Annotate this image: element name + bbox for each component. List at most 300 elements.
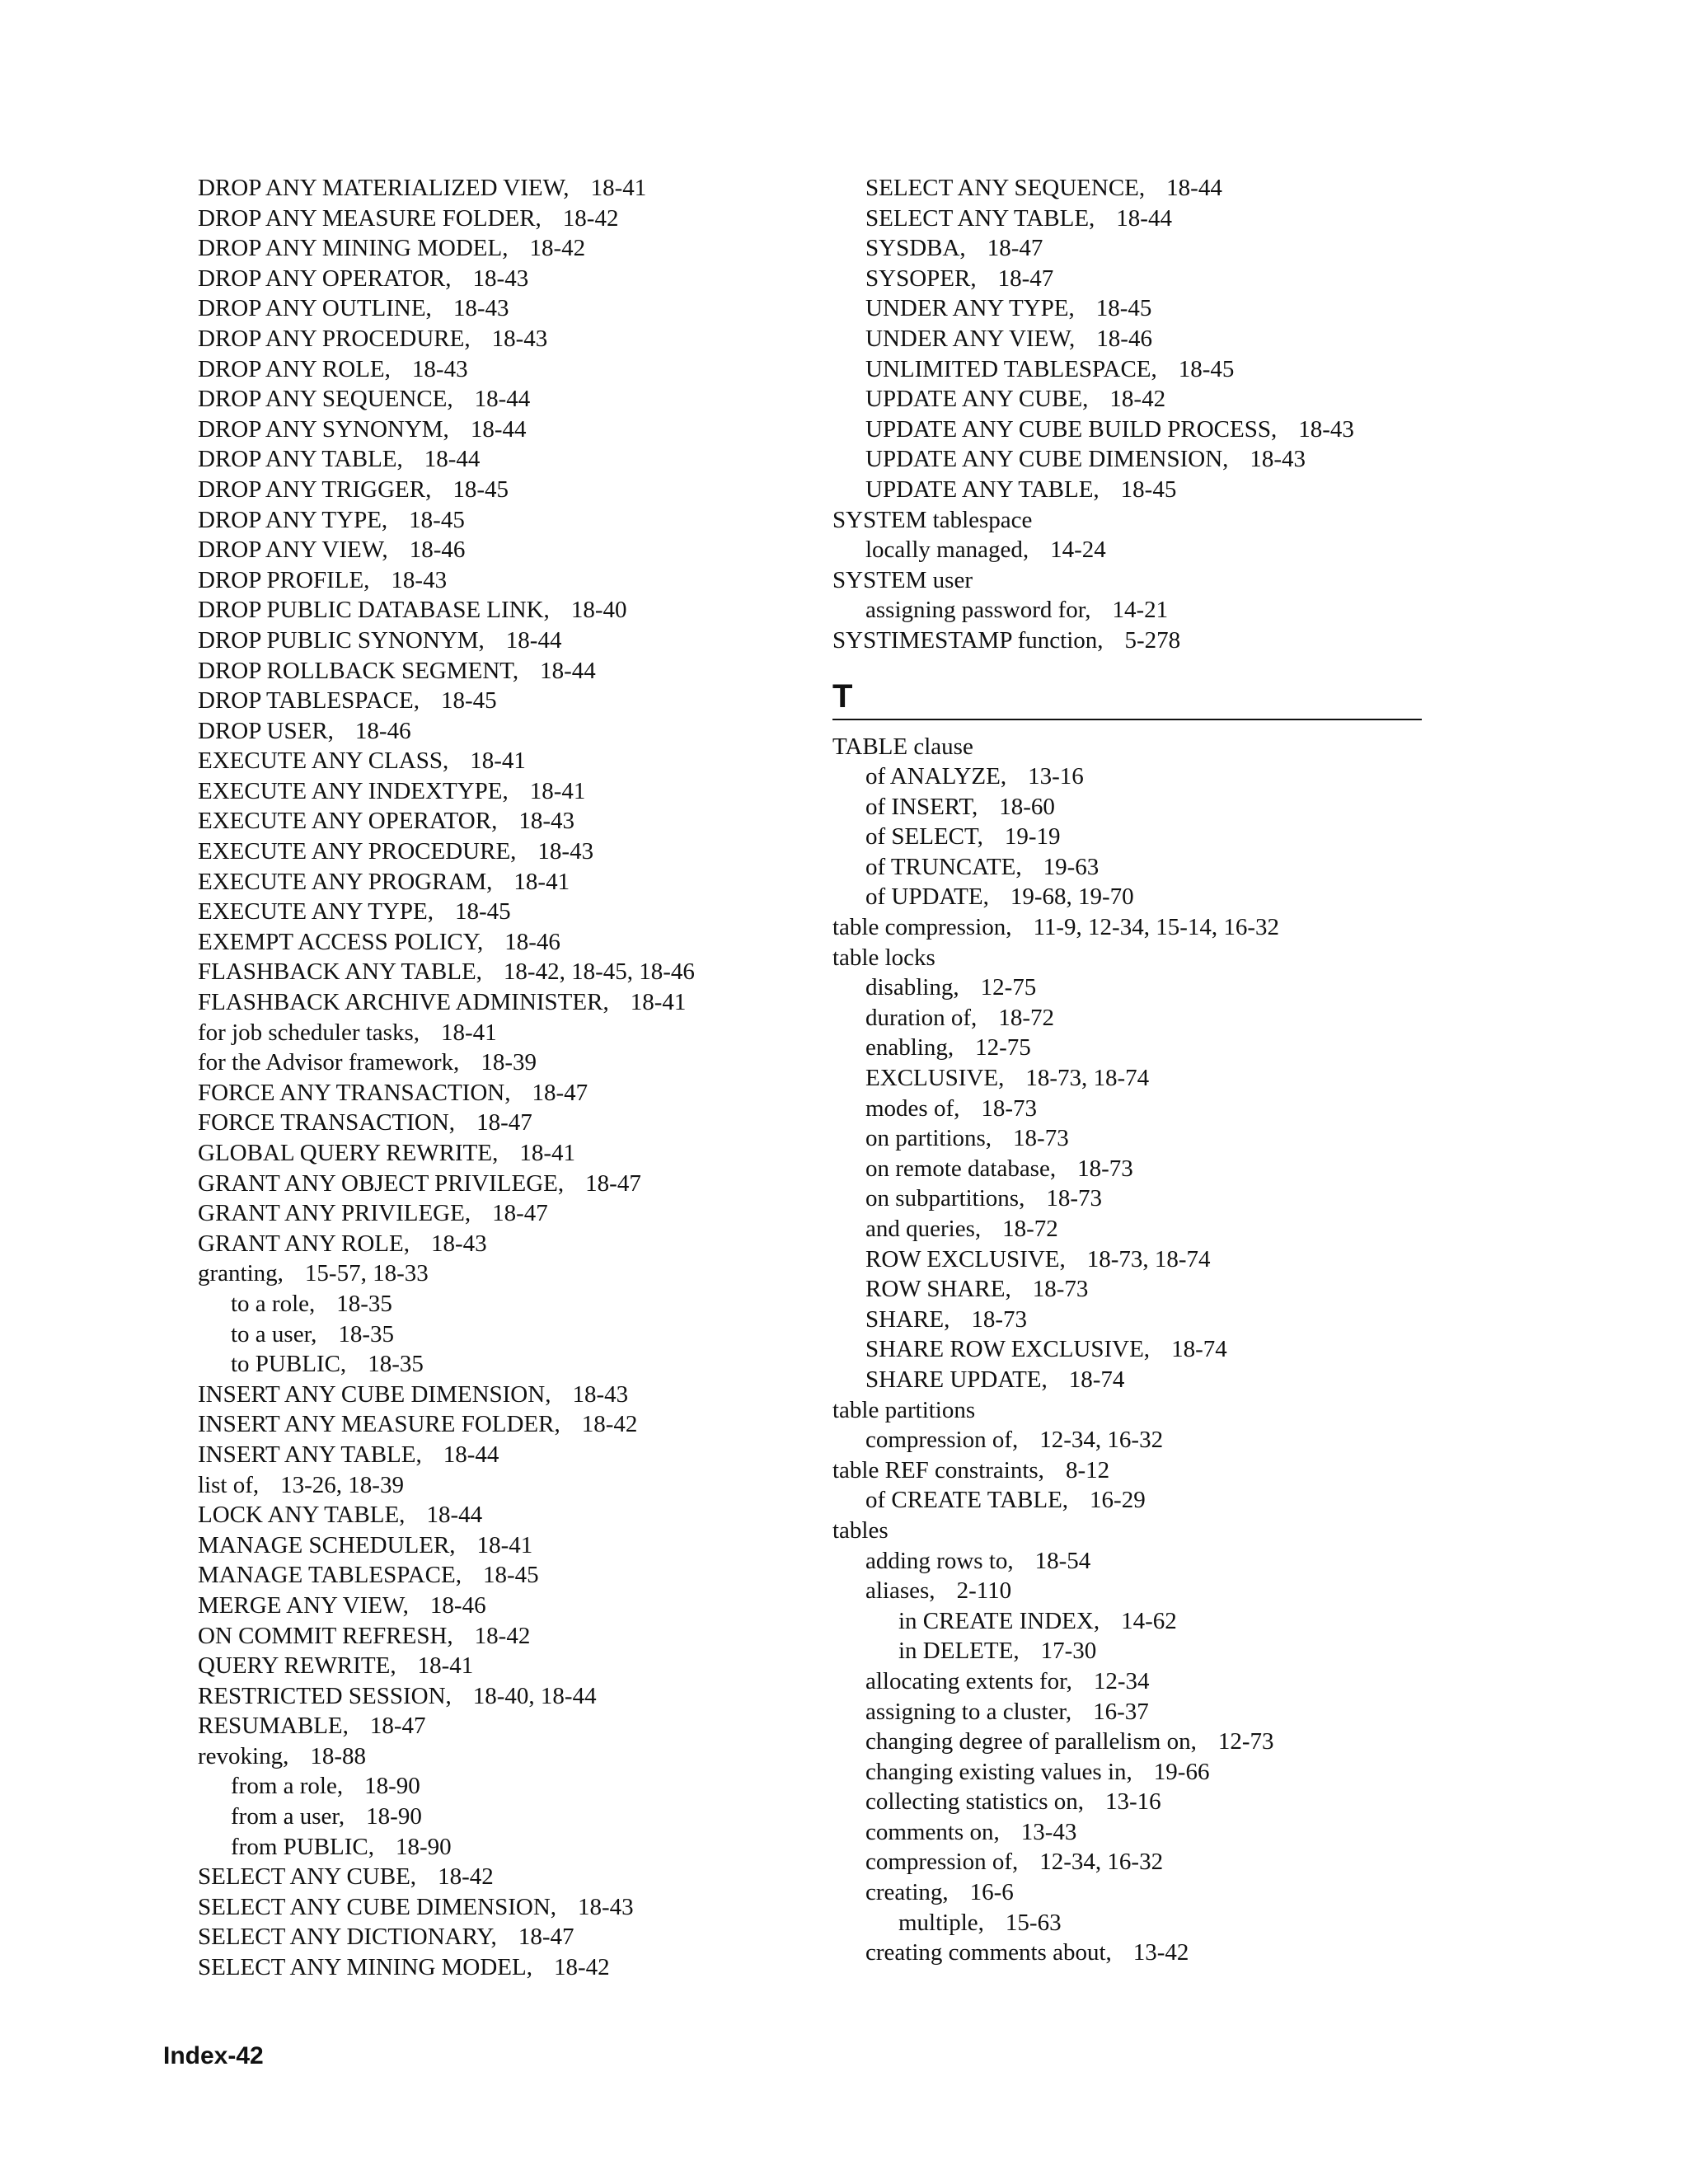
index-page-refs: 2-110 — [956, 1577, 1012, 1605]
index-term: SYSTIMESTAMP function, — [832, 626, 1104, 654]
index-entry — [832, 1214, 1426, 1244]
index-term: compression of, — [865, 1427, 1019, 1454]
index-term: SHARE ROW EXCLUSIVE, — [865, 1336, 1151, 1363]
index-term: comments on, — [865, 1818, 1000, 1845]
index-term: DROP PROFILE, — [198, 566, 370, 593]
index-entry — [832, 1666, 1426, 1697]
index-entry — [198, 686, 824, 716]
index-entry — [198, 1771, 824, 1802]
index-term: modes of, — [865, 1094, 960, 1122]
index-page-refs: 12-34 — [1093, 1667, 1150, 1694]
index-term: SHARE, — [865, 1305, 950, 1333]
index-term: DROP ANY MINING MODEL, — [198, 235, 509, 262]
index-entry — [832, 732, 1426, 762]
index-page-refs: 13-16 — [1104, 1788, 1161, 1816]
index-entry — [198, 957, 824, 987]
index-term: DROP ROLLBACK SEGMENT, — [198, 657, 519, 684]
index-term: UPDATE ANY CUBE DIMENSION, — [865, 446, 1229, 473]
index-entry — [198, 1047, 824, 1078]
index-entry — [198, 1258, 824, 1289]
index-entry — [832, 415, 1426, 445]
index-entry — [832, 565, 1426, 596]
index-entry — [198, 1741, 824, 1772]
index-entry — [832, 1697, 1426, 1727]
index-page-refs: 16-6 — [969, 1879, 1014, 1906]
index-term: TABLE clause — [832, 733, 973, 760]
index-entry — [198, 1078, 824, 1108]
index-page-refs: 18-44 — [424, 446, 481, 473]
index-entry — [198, 173, 824, 204]
index-entry — [198, 1138, 824, 1169]
index-page-refs: 18-42 — [554, 1954, 610, 1981]
index-page-refs: 18-41 — [590, 175, 647, 201]
index-term: UNLIMITED TABLESPACE, — [865, 355, 1157, 382]
index-term: table partitions — [832, 1396, 976, 1423]
index-entry — [198, 867, 824, 898]
index-term: list of, — [198, 1471, 260, 1498]
index-entry — [198, 233, 824, 264]
index-entry — [198, 1500, 824, 1530]
index-page-refs: 13-16 — [1028, 763, 1084, 790]
index-page-refs: 16-29 — [1090, 1487, 1146, 1514]
index-page-refs: 18-47 — [987, 235, 1043, 262]
index-term: DROP ANY TRIGGER, — [198, 476, 432, 503]
index-entry — [832, 1274, 1426, 1305]
index-page-refs: 18-44 — [426, 1502, 483, 1529]
index-page-refs: 18-72 — [1002, 1216, 1058, 1242]
index-entry — [198, 204, 824, 234]
index-term: FORCE TRANSACTION, — [198, 1109, 456, 1137]
index-page-refs: 18-45 — [1120, 476, 1177, 503]
index-entry — [832, 1365, 1426, 1395]
index-term: for the Advisor framework, — [198, 1049, 460, 1076]
index-page-refs: 18-35 — [338, 1320, 395, 1347]
index-term: EXECUTE ANY INDEXTYPE, — [198, 777, 509, 804]
index-entry — [198, 1711, 824, 1741]
index-term: of CREATE TABLE, — [865, 1487, 1069, 1514]
index-term: SELECT ANY MINING MODEL, — [198, 1954, 532, 1981]
index-page-refs: 18-42 — [581, 1411, 638, 1438]
index-entry — [832, 1305, 1426, 1335]
index-page-refs: 18-43 — [572, 1380, 629, 1408]
index-entry — [198, 746, 824, 776]
index-entry — [198, 1380, 824, 1410]
index-term: of TRUNCATE, — [865, 853, 1022, 880]
index-term: RESUMABLE, — [198, 1713, 349, 1740]
index-entry — [832, 1033, 1426, 1063]
index-term: table REF constraints, — [832, 1456, 1044, 1483]
index-page-refs: 18-46 — [409, 537, 466, 564]
index-term: assigning password for, — [865, 597, 1091, 624]
index-page-refs: 18-41 — [519, 1140, 576, 1166]
index-term: on subpartitions, — [865, 1185, 1025, 1212]
index-entry — [198, 1952, 824, 1983]
index-entry — [832, 1727, 1426, 1757]
index-term: ON COMMIT REFRESH, — [198, 1622, 453, 1649]
index-term: granting, — [198, 1260, 284, 1287]
index-entry — [198, 1651, 824, 1681]
index-page-refs: 18-42, 18-45, 18-46 — [503, 958, 695, 986]
index-entry — [198, 837, 824, 867]
index-entry — [832, 1606, 1426, 1637]
index-entry — [198, 1892, 824, 1923]
index-entry — [832, 852, 1426, 883]
index-term: table locks — [832, 944, 935, 971]
index-page-refs: 18-44 — [443, 1441, 499, 1468]
index-page-refs: 18-47 — [532, 1079, 588, 1106]
index-page-refs: 15-63 — [1005, 1909, 1062, 1936]
index-term: DROP ANY TABLE, — [198, 446, 403, 473]
index-page-refs: 18-45 — [1178, 355, 1235, 382]
index-page-refs: 18-45 — [409, 506, 465, 533]
index-page-refs: 18-44 — [505, 626, 562, 654]
index-page-refs: 18-43 — [518, 808, 574, 835]
index-entry — [832, 1546, 1426, 1577]
index-entry — [832, 535, 1426, 565]
index-page-refs: 13-43 — [1020, 1818, 1077, 1845]
index-term: EXECUTE ANY PROCEDURE, — [198, 838, 517, 865]
index-page-refs: 18-42 — [1109, 386, 1166, 413]
index-page-refs: 18-43 — [472, 265, 529, 292]
index-page-refs: 18-88 — [310, 1742, 367, 1769]
index-term: QUERY REWRITE, — [198, 1652, 396, 1680]
index-entry — [198, 595, 824, 626]
index-page-refs: 18-41 — [513, 868, 570, 895]
index-term: EXECUTE ANY PROGRAM, — [198, 868, 493, 895]
index-term: MANAGE SCHEDULER, — [198, 1531, 456, 1558]
index-page-refs: 12-34, 16-32 — [1039, 1849, 1164, 1876]
index-entry — [198, 505, 824, 536]
index-page-refs: 18-45 — [482, 1562, 539, 1589]
index-entry — [198, 1018, 824, 1048]
index-entry — [832, 626, 1426, 656]
index-term: collecting statistics on, — [865, 1788, 1084, 1816]
index-page-refs: 18-41 — [630, 989, 687, 1016]
index-entry — [832, 384, 1426, 415]
index-entry — [832, 1425, 1426, 1455]
index-term: DROP ANY ROLE, — [198, 355, 391, 382]
index-term: multiple, — [898, 1909, 984, 1936]
index-term: DROP PUBLIC DATABASE LINK, — [198, 597, 550, 624]
index-entry — [832, 822, 1426, 852]
index-term: DROP ANY SYNONYM, — [198, 415, 449, 443]
index-entry — [832, 595, 1426, 626]
index-term: and queries, — [865, 1216, 982, 1242]
index-column-right — [832, 173, 1426, 1968]
index-term: LOCK ANY TABLE, — [198, 1502, 406, 1529]
section-heading-t: T — [832, 677, 1422, 720]
index-page-refs: 18-74 — [1068, 1366, 1125, 1393]
index-term: DROP ANY MEASURE FOLDER, — [198, 204, 542, 232]
index-page-refs: 14-21 — [1112, 597, 1169, 624]
index-term: SELECT ANY CUBE, — [198, 1863, 417, 1891]
index-page-refs: 18-42 — [438, 1863, 494, 1891]
index-page-refs: 18-42 — [529, 235, 586, 262]
index-page-refs: 18-44 — [474, 386, 531, 413]
index-term: INSERT ANY CUBE DIMENSION, — [198, 1380, 551, 1408]
index-entry — [832, 475, 1426, 505]
index-term: ROW EXCLUSIVE, — [865, 1245, 1066, 1272]
index-entry — [198, 716, 824, 747]
index-page-refs: 18-46 — [354, 717, 411, 744]
index-entry — [198, 1198, 824, 1229]
index-term: FORCE ANY TRANSACTION, — [198, 1079, 511, 1106]
index-term: UPDATE ANY CUBE BUILD PROCESS, — [865, 415, 1278, 443]
index-term: allocating extents for, — [865, 1667, 1072, 1694]
index-entry — [198, 565, 824, 596]
index-term: DROP USER, — [198, 717, 334, 744]
index-page-refs: 18-47 — [997, 265, 1054, 292]
index-term: locally managed, — [865, 537, 1029, 564]
index-entry — [832, 444, 1426, 475]
index-term: of SELECT, — [865, 823, 983, 851]
index-page-refs: 18-47 — [476, 1109, 532, 1137]
index-term: compression of, — [865, 1849, 1019, 1876]
index-term: DROP ANY SEQUENCE, — [198, 386, 453, 413]
index-term: INSERT ANY TABLE, — [198, 1441, 422, 1468]
index-page-refs: 18-43 — [537, 838, 594, 865]
index-term: from a role, — [231, 1773, 344, 1800]
index-term: GRANT ANY ROLE, — [198, 1230, 410, 1257]
index-page-refs: 13-26, 18-39 — [280, 1471, 404, 1498]
index-term: aliases, — [865, 1577, 935, 1605]
index-entry — [832, 1244, 1426, 1275]
index-term: SHARE UPDATE, — [865, 1366, 1048, 1393]
index-entry — [832, 1908, 1426, 1938]
index-entry — [198, 415, 824, 445]
index-page-refs: 18-43 — [452, 295, 509, 322]
index-term: to a role, — [231, 1290, 316, 1317]
index-page-refs: 18-74 — [1171, 1336, 1227, 1363]
index-page-refs: 18-39 — [481, 1049, 537, 1076]
index-term: of INSERT, — [865, 793, 978, 820]
index-entry — [832, 1183, 1426, 1214]
index-page-refs: 19-63 — [1043, 853, 1100, 880]
index-term: creating, — [865, 1879, 949, 1906]
index-page-refs: 18-46 — [1096, 325, 1152, 352]
index-term: SYSTEM tablespace — [832, 506, 1033, 533]
index-page-refs: 18-73 — [1032, 1276, 1089, 1303]
index-page-refs: 12-75 — [980, 974, 1037, 1001]
index-entry — [198, 1470, 824, 1501]
index-entry — [832, 1334, 1426, 1365]
index-page-refs: 18-54 — [1034, 1547, 1091, 1574]
index-term: ROW SHARE, — [865, 1276, 1011, 1303]
index-entry — [832, 1817, 1426, 1848]
index-page-refs: 18-40, 18-44 — [472, 1682, 597, 1709]
index-entry — [198, 1862, 824, 1892]
index-page-refs: 18-41 — [417, 1652, 474, 1680]
index-entry — [198, 1922, 824, 1952]
index-term: for job scheduler tasks, — [198, 1019, 420, 1046]
index-page-refs: 18-43 — [578, 1893, 634, 1920]
index-page-refs: 18-72 — [998, 1004, 1054, 1031]
index-page-refs: 18-47 — [585, 1169, 641, 1197]
index-page-refs: 18-73 — [1013, 1125, 1069, 1152]
index-entry — [198, 1591, 824, 1621]
index-term: in CREATE INDEX, — [898, 1607, 1100, 1634]
index-page-refs: 18-46 — [429, 1591, 486, 1619]
index-entry — [832, 1003, 1426, 1033]
index-term: to a user, — [231, 1320, 317, 1347]
index-entry — [832, 173, 1426, 204]
index-page-refs: 18-40 — [570, 597, 627, 624]
index-term: DROP ANY VIEW, — [198, 537, 388, 564]
index-term: assigning to a cluster, — [865, 1698, 1072, 1725]
index-term: MANAGE TABLESPACE, — [198, 1562, 462, 1589]
index-column-left — [198, 173, 824, 1983]
index-page-refs: 18-35 — [368, 1351, 424, 1378]
index-term: duration of, — [865, 1004, 978, 1031]
index-entry — [198, 1319, 824, 1350]
index-term: DROP PUBLIC SYNONYM, — [198, 626, 485, 654]
index-entry — [198, 1229, 824, 1259]
index-term: in DELETE, — [898, 1638, 1020, 1665]
index-term: tables — [832, 1516, 889, 1544]
index-page-refs: 19-19 — [1004, 823, 1061, 851]
index-entry — [198, 927, 824, 958]
index-page-refs: 18-43 — [411, 355, 468, 382]
index-term: creating comments about, — [865, 1939, 1112, 1966]
index-term: UPDATE ANY TABLE, — [865, 476, 1100, 503]
index-entry — [198, 656, 824, 687]
index-page-refs: 18-44 — [1116, 204, 1172, 232]
index-entry — [832, 943, 1426, 973]
index-entry — [832, 293, 1426, 324]
index-term: SELECT ANY TABLE, — [865, 204, 1095, 232]
index-group-s-continued — [832, 173, 1426, 656]
index-term: GLOBAL QUERY REWRITE, — [198, 1140, 499, 1166]
index-term: table compression, — [832, 914, 1012, 941]
index-page-refs: 18-41 — [470, 748, 526, 775]
index-page-refs: 18-45 — [452, 476, 509, 503]
index-entry — [198, 444, 824, 475]
index-entry — [198, 1530, 824, 1561]
index-entry — [198, 776, 824, 807]
index-page-refs: 16-37 — [1093, 1698, 1149, 1725]
index-term: UPDATE ANY CUBE, — [865, 386, 1089, 413]
index-term: DROP ANY MATERIALIZED VIEW, — [198, 175, 570, 201]
index-entry — [832, 1576, 1426, 1606]
index-term: on partitions, — [865, 1125, 992, 1152]
index-group-t — [832, 732, 1426, 1968]
index-entry — [832, 324, 1426, 354]
index-term: SYSOPER, — [865, 265, 977, 292]
index-entry — [832, 912, 1426, 943]
index-entry — [198, 987, 824, 1018]
index-page-refs: 18-73 — [1046, 1185, 1103, 1212]
index-term: DROP ANY PROCEDURE, — [198, 325, 471, 352]
index-term: EXECUTE ANY CLASS, — [198, 748, 449, 775]
index-entry — [832, 1395, 1426, 1426]
index-entry — [832, 505, 1426, 536]
index-entry — [198, 1832, 824, 1863]
index-term: DROP TABLESPACE, — [198, 687, 420, 715]
index-page-refs: 18-73, 18-74 — [1025, 1065, 1150, 1092]
index-entry — [832, 1787, 1426, 1817]
index-entry — [832, 882, 1426, 912]
index-page-refs: 18-43 — [491, 325, 548, 352]
index-entry — [198, 1289, 824, 1319]
index-term: GRANT ANY OBJECT PRIVILEGE, — [198, 1169, 565, 1197]
index-term: EXCLUSIVE, — [865, 1065, 1005, 1092]
index-page-refs: 13-42 — [1132, 1939, 1189, 1966]
index-entry — [832, 354, 1426, 385]
index-page-refs: 18-44 — [540, 657, 596, 684]
index-page-refs: 18-41 — [441, 1019, 497, 1046]
index-page-refs: 12-73 — [1217, 1728, 1274, 1755]
index-entry — [198, 1621, 824, 1652]
index-page-refs: 18-47 — [518, 1924, 574, 1951]
index-page-refs: 18-43 — [430, 1230, 487, 1257]
index-term: adding rows to, — [865, 1547, 1014, 1574]
index-page-refs: 15-57, 18-33 — [304, 1260, 429, 1287]
index-page-refs: 18-73 — [1077, 1155, 1133, 1182]
index-term: RESTRICTED SESSION, — [198, 1682, 452, 1709]
index-term: enabling, — [865, 1034, 954, 1062]
index-entry — [832, 972, 1426, 1003]
index-page-refs: 18-60 — [999, 793, 1055, 820]
index-page-refs: 18-45 — [1095, 295, 1152, 322]
index-term: to PUBLIC, — [231, 1351, 347, 1378]
index-entry — [198, 384, 824, 415]
index-term: MERGE ANY VIEW, — [198, 1591, 409, 1619]
index-page-refs: 18-45 — [454, 898, 511, 926]
index-entry — [832, 264, 1426, 294]
index-term: GRANT ANY PRIVILEGE, — [198, 1200, 471, 1227]
index-page-refs: 18-35 — [336, 1290, 392, 1317]
index-page-refs: 19-66 — [1153, 1758, 1210, 1785]
index-term: DROP ANY TYPE, — [198, 506, 388, 533]
index-term: of ANALYZE, — [865, 763, 1007, 790]
index-entry — [198, 1169, 824, 1199]
index-entry — [198, 1802, 824, 1832]
index-page-refs: 18-44 — [1166, 175, 1222, 201]
index-term: from a user, — [231, 1803, 345, 1830]
page-footer: Index-42 — [163, 2042, 264, 2069]
index-term: SYSDBA, — [865, 235, 966, 262]
index-page-refs: 11-9, 12-34, 15-14, 16-32 — [1033, 914, 1280, 941]
index-page-refs: 18-44 — [470, 415, 527, 443]
index-page-refs: 17-30 — [1040, 1638, 1097, 1665]
index-term: revoking, — [198, 1742, 289, 1769]
index-entry — [832, 1455, 1426, 1486]
index-term: UNDER ANY TYPE, — [865, 295, 1075, 322]
index-page-refs: 18-73 — [981, 1094, 1038, 1122]
index-page-refs: 18-41 — [529, 777, 586, 804]
index-term: changing degree of parallelism on, — [865, 1728, 1197, 1755]
index-entry — [832, 1063, 1426, 1094]
index-entry — [198, 1560, 824, 1591]
index-term: on remote database, — [865, 1155, 1057, 1182]
index-page-refs: 18-42 — [474, 1622, 531, 1649]
index-page-refs: 18-73, 18-74 — [1086, 1245, 1211, 1272]
index-page-refs: 18-46 — [504, 928, 560, 955]
index-page-refs: 14-62 — [1121, 1607, 1177, 1634]
index-term: EXEMPT ACCESS POLICY, — [198, 928, 484, 955]
index-term: changing existing values in, — [865, 1758, 1132, 1785]
index-page-refs: 18-43 — [1298, 415, 1354, 443]
index-entry — [198, 1108, 824, 1138]
index-page-refs: 18-90 — [396, 1833, 452, 1860]
index-page-refs: 18-47 — [369, 1713, 426, 1740]
index-entry — [198, 1409, 824, 1440]
index-entry — [198, 626, 824, 656]
index-page-refs: 18-41 — [476, 1531, 533, 1558]
index-term: SELECT ANY DICTIONARY, — [198, 1924, 497, 1951]
index-entry — [832, 1938, 1426, 1968]
index-entry — [198, 535, 824, 565]
